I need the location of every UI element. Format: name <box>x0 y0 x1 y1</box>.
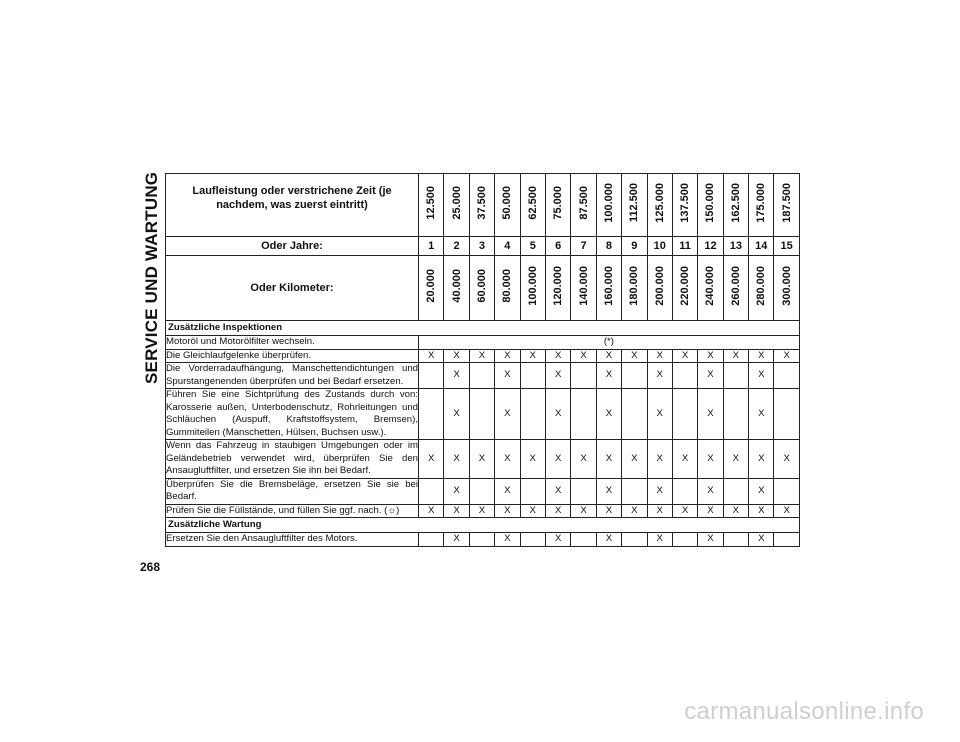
year-value-cell: 15 <box>774 237 799 256</box>
interval-mark: X <box>444 363 469 389</box>
interval-mark: X <box>774 440 799 479</box>
mileage-value-cell <box>698 174 723 237</box>
interval-mark: X <box>647 363 672 389</box>
mileage-value: 37.500 <box>475 185 488 220</box>
interval-mark: X <box>749 478 774 504</box>
km-value-cell <box>698 256 723 321</box>
interval-mark: X <box>469 349 494 363</box>
task-description: Die Vorderradaufhängung, Manschettendichtungen und Spurstangenenden überprüfen und bei Bedarf ersetzen. <box>166 363 418 387</box>
interval-mark: X <box>672 504 697 518</box>
interval-mark: X <box>444 504 469 518</box>
interval-mark: X <box>698 440 723 479</box>
year-value-cell: 7 <box>571 237 596 256</box>
interval-mark: X <box>444 389 469 440</box>
km-value-cell <box>774 256 799 321</box>
interval-mark <box>672 389 697 440</box>
interval-mark <box>723 363 748 389</box>
schedule-row <box>166 440 800 479</box>
interval-mark: X <box>749 504 774 518</box>
interval-mark: X <box>698 389 723 440</box>
km-value: 280.000 <box>755 265 768 306</box>
interval-mark: X <box>545 389 570 440</box>
interval-mark <box>419 389 444 440</box>
km-value-cell <box>596 256 621 321</box>
mileage-value: 25.000 <box>450 185 463 220</box>
interval-mark: X <box>749 363 774 389</box>
mileage-value: 150.000 <box>704 182 717 223</box>
year-value-cell: 5 <box>520 237 545 256</box>
km-value-cell <box>571 256 596 321</box>
interval-mark: X <box>698 533 723 547</box>
year-value-cell: 11 <box>672 237 697 256</box>
interval-mark: X <box>545 363 570 389</box>
schedule-row <box>166 336 800 350</box>
km-value-cell <box>444 256 469 321</box>
interval-mark <box>774 363 799 389</box>
interval-mark <box>622 533 647 547</box>
task-description: Prüfen Sie die Füllstände, und füllen Sie ggf. nach. (☼) <box>166 504 419 518</box>
interval-mark: X <box>698 363 723 389</box>
year-value-cell: 9 <box>622 237 647 256</box>
year-value-cell: 12 <box>698 237 723 256</box>
interval-mark: X <box>495 440 520 479</box>
km-value: 40.000 <box>450 268 463 303</box>
year-value-cell: 10 <box>647 237 672 256</box>
interval-mark <box>774 478 799 504</box>
task-description: Wenn das Fahrzeug in staubigen Umgebungen oder im Geländebetrieb verwendet wird, überprüfen Sie den Ansaugluftfilter, und ersetzen Sie ihn bei Bedarf. <box>166 440 418 476</box>
interval-mark: X <box>444 478 469 504</box>
interval-mark: X <box>622 440 647 479</box>
interval-mark <box>622 389 647 440</box>
interval-mark: X <box>647 440 672 479</box>
mileage-value-cell <box>469 174 494 237</box>
year-value-cell: 14 <box>749 237 774 256</box>
interval-mark <box>469 533 494 547</box>
mileage-value: 162.500 <box>729 182 742 223</box>
schedule-row <box>166 504 800 518</box>
schedule-row <box>166 363 800 389</box>
year-value-cell: 13 <box>723 237 748 256</box>
interval-mark: X <box>698 349 723 363</box>
interval-mark: X <box>469 440 494 479</box>
interval-mark: X <box>495 349 520 363</box>
mileage-value-cell <box>647 174 672 237</box>
interval-mark: X <box>672 349 697 363</box>
interval-mark: X <box>495 504 520 518</box>
km-value-cell <box>469 256 494 321</box>
interval-mark <box>469 389 494 440</box>
interval-mark: X <box>749 440 774 479</box>
interval-mark: X <box>647 349 672 363</box>
interval-mark <box>469 478 494 504</box>
interval-mark <box>774 533 799 547</box>
km-value-cell <box>520 256 545 321</box>
interval-mark <box>520 478 545 504</box>
interval-mark <box>672 363 697 389</box>
year-value-cell: 4 <box>495 237 520 256</box>
interval-mark: X <box>545 478 570 504</box>
interval-mark <box>723 389 748 440</box>
interval-mark: X <box>774 504 799 518</box>
interval-mark: X <box>647 504 672 518</box>
interval-mark: X <box>469 504 494 518</box>
interval-mark: X <box>571 504 596 518</box>
interval-mark: X <box>571 349 596 363</box>
km-value-cell <box>672 256 697 321</box>
interval-mark: X <box>520 440 545 479</box>
section-title: Zusätzliche Wartung <box>166 518 800 533</box>
mileage-value: 175.000 <box>755 182 768 223</box>
km-value-cell <box>545 256 570 321</box>
interval-mark: X <box>495 533 520 547</box>
mileage-value: 112.500 <box>628 183 641 223</box>
years-header-row <box>166 237 800 256</box>
mileage-value-cell <box>545 174 570 237</box>
schedule-row <box>166 533 800 547</box>
interval-mark: X <box>723 349 748 363</box>
mileage-value-cell <box>495 174 520 237</box>
mileage-value-cell <box>672 174 697 237</box>
mileage-value-cell <box>723 174 748 237</box>
mileage-value: 12.500 <box>425 185 438 220</box>
year-value-cell: 3 <box>469 237 494 256</box>
watermark: carmanualsonline.info <box>684 698 924 725</box>
interval-mark <box>419 363 444 389</box>
interval-mark: X <box>545 533 570 547</box>
task-description: Motoröl und Motorölfilter wechseln. <box>166 336 419 350</box>
km-value: 140.000 <box>577 265 590 306</box>
interval-mark <box>774 389 799 440</box>
task-description: Führen Sie eine Sichtprüfung des Zustands durch von: Karosserie außen, Unterbodenschutz, Rohrleitungen und Schläuchen (Auspuff, Kraftstoffsystem, Bremsen), Gummiteilen (Manschetten, Hülsen, Buchsen usw.). <box>166 389 418 438</box>
interval-mark: X <box>596 389 621 440</box>
interval-mark <box>571 363 596 389</box>
mileage-value-cell <box>622 174 647 237</box>
interval-mark <box>571 478 596 504</box>
interval-mark <box>571 533 596 547</box>
interval-mark: X <box>774 349 799 363</box>
year-value-cell: 6 <box>545 237 570 256</box>
km-value: 260.000 <box>729 265 742 306</box>
mileage-value-cell <box>419 174 444 237</box>
mileage-value-cell <box>520 174 545 237</box>
interval-mark: X <box>545 440 570 479</box>
interval-mark: X <box>596 533 621 547</box>
interval-mark <box>723 533 748 547</box>
interval-mark: X <box>647 533 672 547</box>
km-value-cell <box>749 256 774 321</box>
km-header-label: Oder Kilometer: <box>166 256 419 321</box>
interval-mark <box>419 478 444 504</box>
interval-mark: X <box>749 533 774 547</box>
mileage-value: 137.500 <box>679 182 692 223</box>
km-value: 80.000 <box>501 268 514 303</box>
interval-mark: X <box>545 504 570 518</box>
km-value-cell <box>419 256 444 321</box>
interval-mark: X <box>622 349 647 363</box>
km-value: 120.000 <box>552 265 565 306</box>
section-header-row <box>166 321 800 336</box>
interval-mark <box>571 389 596 440</box>
mileage-value: 62.500 <box>526 185 539 220</box>
interval-mark: X <box>520 504 545 518</box>
interval-mark: X <box>520 349 545 363</box>
interval-mark: X <box>596 504 621 518</box>
interval-mark: X <box>647 389 672 440</box>
interval-mark: X <box>723 440 748 479</box>
interval-mark: X <box>419 349 444 363</box>
interval-mark: X <box>419 440 444 479</box>
task-description: Die Gleichlaufgelenke überprüfen. <box>166 349 419 363</box>
km-value: 240.000 <box>704 265 717 306</box>
mileage-value-cell <box>571 174 596 237</box>
mileage-value: 87.500 <box>577 185 590 220</box>
km-value: 100.000 <box>526 265 539 306</box>
section-side-title: SERVICE UND WARTUNG <box>142 172 161 385</box>
interval-mark: X <box>698 478 723 504</box>
interval-mark: X <box>419 504 444 518</box>
km-value: 300.000 <box>780 265 793 306</box>
km-value: 200.000 <box>653 265 666 306</box>
maintenance-schedule-table <box>165 173 800 547</box>
interval-mark <box>622 478 647 504</box>
km-value: 160.000 <box>602 265 615 306</box>
interval-mark: X <box>596 363 621 389</box>
task-note: (*) <box>419 336 800 350</box>
task-description: Ersetzen Sie den Ansaugluftfilter des Motors. <box>166 533 419 547</box>
interval-mark: X <box>444 440 469 479</box>
schedule-row <box>166 478 800 504</box>
km-value: 180.000 <box>628 265 641 306</box>
interval-mark: X <box>596 478 621 504</box>
interval-mark: X <box>571 440 596 479</box>
schedule-row <box>166 389 800 440</box>
interval-mark <box>419 533 444 547</box>
km-value-cell <box>647 256 672 321</box>
mileage-value: 50.000 <box>501 185 514 220</box>
km-value-cell <box>622 256 647 321</box>
mileage-value: 100.000 <box>602 182 615 223</box>
task-description: Überprüfen Sie die Bremsbeläge, ersetzen Sie sie bei Bedarf. <box>166 478 418 502</box>
interval-mark: X <box>723 504 748 518</box>
interval-mark: X <box>749 389 774 440</box>
page-number: 268 <box>140 560 161 574</box>
km-value-cell <box>495 256 520 321</box>
year-value-cell: 1 <box>419 237 444 256</box>
interval-mark <box>723 478 748 504</box>
interval-mark: X <box>622 504 647 518</box>
section-title: Zusätzliche Inspektionen <box>166 321 800 336</box>
km-value: 60.000 <box>475 268 488 303</box>
interval-mark: X <box>495 478 520 504</box>
interval-mark <box>520 533 545 547</box>
mileage-value: 125.000 <box>653 182 666 223</box>
year-value-cell: 8 <box>596 237 621 256</box>
mileage-value-cell <box>774 174 799 237</box>
interval-mark: X <box>596 349 621 363</box>
interval-mark: X <box>444 349 469 363</box>
section-header-row <box>166 518 800 533</box>
interval-mark: X <box>596 440 621 479</box>
interval-mark <box>622 363 647 389</box>
km-header-row <box>166 256 800 321</box>
mileage-header-label: Laufleistung oder verstrichene Zeit (je nachdem, was zuerst eintritt) <box>166 174 419 237</box>
interval-mark: X <box>647 478 672 504</box>
mileage-value-cell <box>596 174 621 237</box>
mileage-header-row <box>166 174 800 237</box>
km-value: 220.000 <box>679 265 692 306</box>
interval-mark: X <box>495 363 520 389</box>
interval-mark: X <box>545 349 570 363</box>
interval-mark <box>672 533 697 547</box>
mileage-value: 187.500 <box>780 182 793 223</box>
year-value-cell: 2 <box>444 237 469 256</box>
km-value-cell <box>723 256 748 321</box>
interval-mark <box>520 363 545 389</box>
mileage-value: 75.000 <box>552 185 565 220</box>
interval-mark: X <box>495 389 520 440</box>
interval-mark: X <box>698 504 723 518</box>
mileage-value-cell <box>749 174 774 237</box>
years-header-label: Oder Jahre: <box>166 237 419 256</box>
interval-mark: X <box>444 533 469 547</box>
km-value: 20.000 <box>425 268 438 303</box>
mileage-value-cell <box>444 174 469 237</box>
interval-mark: X <box>672 440 697 479</box>
interval-mark <box>469 363 494 389</box>
schedule-row <box>166 349 800 363</box>
interval-mark <box>520 389 545 440</box>
interval-mark: X <box>749 349 774 363</box>
interval-mark <box>672 478 697 504</box>
